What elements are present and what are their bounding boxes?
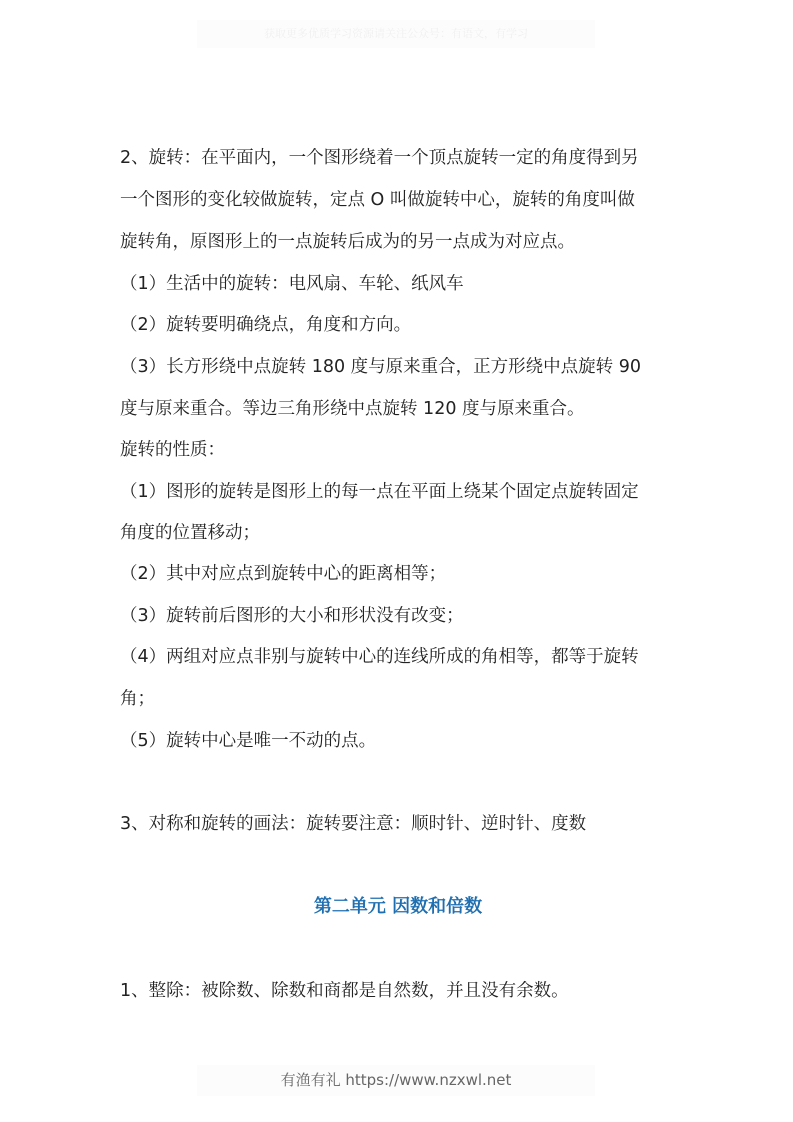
rotation-point-3-line-1: （3）长方形绕中点旋转 180 度与原来重合，正方形绕中点旋转 90 <box>120 357 641 377</box>
unit-two-heading: 第二单元 因数和倍数 <box>313 896 483 917</box>
rotation-point-3-line-2: 度与原来重合。等边三角形绕中点旋转 120 度与原来重合。 <box>120 399 585 419</box>
header-watermark-text: 获取更多优质学习资源请关注公众号：有语文，有学习 <box>264 27 528 40</box>
rotation-definition-line-1: 2、旋转：在平面内，一个图形绕着一个顶点旋转一定的角度得到另 <box>120 148 639 168</box>
rotation-property-4-line-1: （4）两组对应点非别与旋转中心的连线所成的角相等，都等于旋转 <box>120 647 639 667</box>
rotation-property-3: （3）旋转前后图形的大小和形状没有改变； <box>120 606 464 626</box>
footer-text: 有渔有礼 https://www.nzxwl.net <box>280 1071 512 1089</box>
divisibility-definition: 1、整除：被除数、除数和商都是自然数，并且没有余数。 <box>120 981 569 1001</box>
rotation-properties-title: 旋转的性质： <box>120 440 225 460</box>
drawing-method-line: 3、对称和旋转的画法：旋转要注意：顺时针、逆时针、度数 <box>120 814 587 834</box>
footer <box>197 1065 595 1096</box>
rotation-property-5: （5）旋转中心是唯一不动的点。 <box>120 731 377 751</box>
rotation-definition-line-3: 旋转角，原图形上的一点旋转后成为的另一点成为对应点。 <box>120 232 575 252</box>
header-watermark <box>197 20 595 48</box>
rotation-property-1-line-1: （1）图形的旋转是图形上的每一点在平面上绕某个固定点旋转固定 <box>120 482 639 502</box>
rotation-definition-line-2: 一个图形的变化较做旋转，定点 O 叫做旋转中心，旋转的角度叫做 <box>120 190 635 210</box>
rotation-property-4-line-2: 角； <box>120 689 155 709</box>
rotation-property-2: （2）其中对应点到旋转中心的距离相等； <box>120 564 447 584</box>
rotation-point-2: （2）旋转要明确绕点，角度和方向。 <box>120 315 412 335</box>
rotation-point-1: （1）生活中的旋转：电风扇、车轮、纸风车 <box>120 274 464 294</box>
rotation-property-1-line-2: 角度的位置移动； <box>120 523 260 543</box>
